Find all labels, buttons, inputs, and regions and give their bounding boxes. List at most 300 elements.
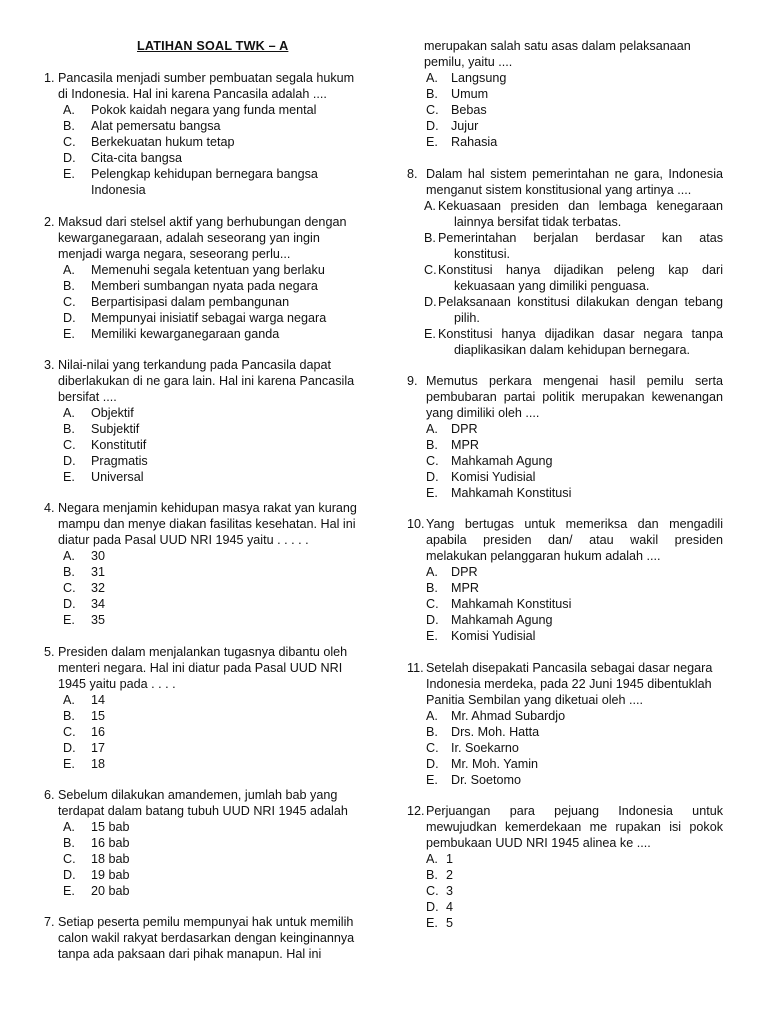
option-text [91,580,360,596]
option-text-line: Memberi sumbangan nyata pada negara [91,279,318,293]
option-text-line: Umum [451,87,489,101]
answer-option[interactable] [44,867,360,883]
option-text [91,453,360,469]
option-letter: A. [426,565,438,579]
question-text [426,803,723,851]
option-text-line: 31 [91,565,106,579]
question-text-line: Memutus perkara mengenai hasil pemilu serta [426,374,723,388]
option-text [451,708,723,724]
question-text-line: calon wakil rakyat berdasarkan dengan keinginannya [58,931,355,945]
question-text-line: Perjuangan para pejuang Indonesia untuk [426,804,723,818]
answer-option[interactable] [407,756,723,772]
answer-option[interactable] [407,628,723,644]
option-letter: A. [63,820,75,834]
option-letter: B. [63,279,75,293]
question-stem [44,500,360,548]
question [44,214,360,342]
option-text [91,118,360,134]
answer-option[interactable] [44,118,360,134]
option-text-line: DPR [451,422,478,436]
question-text [426,373,723,421]
question-text [426,516,723,564]
option-text [438,262,723,294]
answer-option[interactable] [407,485,723,501]
answer-option[interactable] [407,118,723,134]
option-text [91,708,360,724]
option-letter: D. [426,119,439,133]
option-text [438,294,723,326]
option-letter: D. [63,597,76,611]
option-letter: D. [424,295,437,309]
answer-option[interactable] [44,134,360,150]
option-letter: D. [63,311,76,325]
answer-option[interactable] [407,612,723,628]
question-text-line: Sebelum dilakukan amandemen, jumlah bab yang [58,788,338,802]
option-letter: A. [426,422,438,436]
answer-option[interactable] [407,883,723,899]
question-number: 8. [407,167,418,181]
option-letter: E. [63,884,75,898]
option-letter: E. [63,470,75,484]
option-text [91,756,360,772]
question-stem [407,38,723,70]
option-text [451,724,723,740]
option-letter: B. [63,565,75,579]
answer-option[interactable] [407,294,723,326]
option-letter: A. [426,852,438,866]
option-text [91,819,360,835]
option-text [91,134,360,150]
option-text-line: 15 [91,709,106,723]
question-text [58,70,360,102]
option-text-line: 30 [91,549,106,563]
option-letter: D. [426,757,439,771]
option-text [91,150,360,166]
answer-option[interactable] [44,294,360,310]
option-letter: A. [63,103,75,117]
option-letter: E. [63,167,75,181]
question-text [58,357,360,405]
answer-option[interactable] [407,772,723,788]
question [44,500,360,628]
answer-option[interactable] [44,612,360,628]
option-text-line: 18 [91,757,106,771]
option-text-line: Mr. Moh. Yamin [451,757,539,771]
question-number: 12. [407,804,425,818]
question-text-line: Maksud dari stelsel aktif yang berhubungan dengan [58,215,347,229]
option-letter: E. [424,327,436,341]
option-text-line: Memenuhi segala ketentuan yang berlaku [91,263,325,277]
option-letter: A. [63,406,75,420]
option-text-line: Mempunyai inisiatif sebagai warga negara [91,311,327,325]
answer-option[interactable] [407,453,723,469]
option-text-line: Komisi Yudisial [451,470,536,484]
question-stem [44,357,360,405]
question-text [58,214,360,262]
question-text-line: Setelah disepakati Pancasila sebagai dasar negara [426,661,713,675]
option-text [451,612,723,628]
option-text-line: Indonesia [91,183,146,197]
option-text-line: 15 bab [91,820,130,834]
option-text-line: Konstitusi hanya dijadikan dasar negara tanpa [438,327,723,341]
answer-option[interactable] [44,756,360,772]
question [407,373,723,501]
answer-option[interactable] [407,102,723,118]
answer-option[interactable] [407,262,723,294]
option-text-line: 5 [446,916,454,930]
question-text-line: diberlakukan di ne gara lain. Hal ini karena Pancasila [58,374,355,388]
option-text-line: 34 [91,597,106,611]
question-number [407,38,424,70]
answer-option[interactable] [44,310,360,326]
question-stem [407,516,723,564]
question-text-line: Presiden dalam menjalankan tugasnya dibantu oleh [58,645,348,659]
question-text-line: pemilu, yaitu .... [424,55,513,69]
answer-option[interactable] [407,198,723,230]
option-text-line: Kekuasaan presiden dan lembaga kenegaraan [438,199,723,213]
option-text [91,596,360,612]
option-text-line: 14 [91,693,106,707]
answer-option[interactable] [407,708,723,724]
option-text [446,851,723,867]
answer-option[interactable] [44,262,360,278]
question-number: 2. [44,215,55,229]
question-text-line: merupakan salah satu asas dalam pelaksanaan [424,39,691,53]
option-letter: D. [426,470,439,484]
option-letter: C. [426,103,439,117]
option-text [91,166,360,198]
option-text [91,851,360,867]
answer-option[interactable] [407,86,723,102]
option-letter: C. [63,852,76,866]
question-text [426,660,723,708]
answer-option[interactable] [44,102,360,118]
answer-option[interactable] [407,326,723,358]
option-text-line: Konstitusi hanya dijadikan peleng kap dari [438,263,723,277]
option-text-line: Mahkamah Agung [451,454,553,468]
question-stem [44,787,360,819]
option-text-line: MPR [451,438,479,452]
question-text-line: di Indonesia. Hal ini karena Pancasila adalah .... [58,87,327,101]
option-text-line: Komisi Yudisial [451,629,536,643]
option-letter: C. [426,597,439,611]
question-stem [44,214,360,262]
question-text-line: melakukan pelanggaran hukum adalah .... [426,549,661,563]
question-text-line: yang dimiliki oleh .... [426,406,540,420]
answer-option[interactable] [44,740,360,756]
answer-option[interactable] [407,915,723,931]
question-text-line: Panitia Sembilan yang diketuai oleh .... [426,693,644,707]
option-text-line: Langsung [451,71,507,85]
option-text [91,867,360,883]
option-text [451,772,723,788]
option-text-line: Pelengkap kehidupan bernegara bangsa [91,167,318,181]
option-text-line: Jujur [451,119,479,133]
answer-option[interactable] [407,867,723,883]
question-text-line: menganut sistem konstitusional yang artinya .... [426,183,692,197]
option-letter: B. [63,836,75,850]
question [44,787,360,899]
question-stem [407,803,723,851]
option-letter: D. [63,741,76,755]
option-letter: A. [63,263,75,277]
option-text [446,915,723,931]
answer-option[interactable] [407,580,723,596]
option-letter: B. [63,422,75,436]
option-text [91,835,360,851]
option-text-line: Konstitutif [91,438,147,452]
option-text-line: 35 [91,613,106,627]
option-text-line: 20 bab [91,884,130,898]
answer-option[interactable] [407,740,723,756]
answer-option[interactable] [44,278,360,294]
option-text [91,564,360,580]
question-text-line: Pancasila menjadi sumber pembuatan segala hukum [58,71,355,85]
option-text [91,262,360,278]
option-letter: D. [426,900,439,914]
option-letter: A. [63,549,75,563]
option-text-line: Pragmatis [91,454,148,468]
option-letter: C. [424,263,437,277]
question [407,38,723,150]
option-letter: B. [426,581,438,595]
option-text [451,628,723,644]
option-text [91,294,360,310]
option-text [451,740,723,756]
question-text-line: Negara menjamin kehidupan masya rakat yan kurang [58,501,357,515]
option-text [91,405,360,421]
option-text-line: 2 [446,868,454,882]
question-number: 9. [407,374,418,388]
option-letter: E. [63,327,75,341]
option-text-line: 16 [91,725,106,739]
option-letter: C. [426,741,439,755]
answer-option[interactable] [44,166,360,198]
answer-option[interactable] [44,819,360,835]
question-stem [407,373,723,421]
option-text [91,612,360,628]
option-text [91,437,360,453]
option-text [451,453,723,469]
answer-option[interactable] [44,437,360,453]
question [407,516,723,644]
option-letter: D. [426,613,439,627]
option-letter: D. [63,151,76,165]
answer-option[interactable] [407,899,723,915]
question-text-line: pembubaran partai politik merupakan kewenangan [426,390,723,404]
option-text [446,899,723,915]
option-text-line: 3 [446,884,454,898]
question [44,644,360,772]
question-text-line: diatur pada Pasal UUD NRI 1945 yaitu . . . . . [58,533,309,547]
answer-option[interactable] [44,724,360,740]
option-text-line: Berkekuatan hukum tetap [91,135,235,149]
option-text [91,740,360,756]
question-text-line: Dalam hal sistem pemerintahan ne gara, Indonesia [426,167,723,181]
question-text [58,500,360,548]
option-text-line: konstitusi. [454,247,510,261]
question-number: 1. [44,71,55,85]
option-text [446,867,723,883]
answer-option[interactable] [407,596,723,612]
option-text [451,134,723,150]
option-text [451,102,723,118]
answer-option[interactable] [44,851,360,867]
option-letter: E. [426,773,438,787]
option-text-line: Mr. Ahmad Subardjo [451,709,566,723]
option-letter: A. [426,71,438,85]
question [44,914,360,962]
option-text-line: 4 [446,900,454,914]
option-letter: C. [426,884,439,898]
answer-option[interactable] [44,835,360,851]
answer-option[interactable] [407,469,723,485]
question-text-line: Indonesia merdeka, pada 22 Juni 1945 dibentuklah [426,677,712,691]
option-text [451,70,723,86]
answer-option[interactable] [407,724,723,740]
option-text [451,86,723,102]
question-stem [44,70,360,102]
option-text [451,118,723,134]
option-text [451,756,723,772]
option-text [438,230,723,262]
option-text [91,724,360,740]
question-text-line: Setiap peserta pemilu mempunyai hak untuk memilih [58,915,354,929]
option-text [451,421,723,437]
option-text-line: Memiliki kewarganegaraan ganda [91,327,280,341]
option-letter: D. [63,868,76,882]
option-text-line: 32 [91,581,106,595]
option-text [91,278,360,294]
answer-option[interactable] [44,548,360,564]
question-stem [407,660,723,708]
option-letter: E. [426,486,438,500]
question-text [58,787,360,819]
answer-option[interactable] [44,469,360,485]
question-number: 11. [407,661,424,675]
option-text [91,326,360,342]
option-text [438,326,723,358]
answer-option[interactable] [44,150,360,166]
question [44,70,360,198]
option-text-line: Cita-cita bangsa [91,151,183,165]
question-text-line: Yang bertugas untuk memeriksa dan mengadili [426,517,723,531]
answer-option[interactable] [407,851,723,867]
option-text [91,548,360,564]
option-letter: E. [426,916,438,930]
answer-option[interactable] [407,134,723,150]
option-text-line: 16 bab [91,836,130,850]
question [407,166,723,358]
question [407,660,723,788]
answer-option[interactable] [407,564,723,580]
option-text-line: Mahkamah Konstitusi [451,597,572,611]
option-text-line: 19 bab [91,868,130,882]
option-letter: B. [63,709,75,723]
answer-option[interactable] [407,421,723,437]
answer-option[interactable] [44,708,360,724]
answer-option[interactable] [44,453,360,469]
option-text [451,469,723,485]
option-text [451,580,723,596]
option-letter: D. [63,454,76,468]
question-text-line: mewujudkan kemerdekaan me rupakan isi pokok [426,820,723,834]
option-text [451,485,723,501]
option-text-line: Drs. Moh. Hatta [451,725,540,739]
question-text [58,914,360,962]
question-text-line: menteri negara. Hal ini diatur pada Pasal UUD NRI [58,661,343,675]
option-text-line: diaplikasikan dalam kehidupan bernegara. [454,343,690,357]
answer-option[interactable] [44,580,360,596]
question-number: 5. [44,645,55,659]
answer-option[interactable] [44,405,360,421]
page-title: LATIHAN SOAL TWK – A [137,39,289,53]
option-text [446,883,723,899]
question-number: 4. [44,501,55,515]
question-text-line: 1945 yaitu pada . . . . [58,677,176,691]
answer-option[interactable] [44,883,360,899]
question-stem [44,644,360,692]
option-letter: B. [426,725,438,739]
question-text [58,644,360,692]
answer-option[interactable] [44,564,360,580]
option-text-line: 1 [446,852,454,866]
option-text [91,421,360,437]
question-number: 10. [407,517,425,531]
answer-option[interactable] [44,692,360,708]
option-text [91,692,360,708]
option-letter: C. [63,581,76,595]
option-letter: A. [63,693,75,707]
answer-option[interactable] [407,437,723,453]
question [407,803,723,931]
option-text-line: 17 [91,741,106,755]
question-stem [407,166,723,198]
option-letter: E. [63,613,75,627]
answer-option[interactable] [407,70,723,86]
option-letter: B. [63,119,75,133]
option-letter: E. [63,757,75,771]
option-text [91,310,360,326]
option-letter: B. [426,87,438,101]
option-letter: B. [424,231,436,245]
option-text-line: Alat pemersatu bangsa [91,119,221,133]
option-text [91,883,360,899]
option-text-line: DPR [451,565,478,579]
option-text-line: Bebas [451,103,487,117]
question-text-line: terdapat dalam batang tubuh UUD NRI 1945 adalah [58,804,348,818]
option-text [451,596,723,612]
question-number: 6. [44,788,55,802]
option-text-line: kekuasaan yang dimiliki penguasa. [454,279,650,293]
option-text-line: pilih. [454,311,480,325]
answer-option[interactable] [44,326,360,342]
answer-option[interactable] [44,421,360,437]
question-text-line: bersifat .... [58,390,117,404]
option-letter: E. [426,629,438,643]
answer-option[interactable] [407,230,723,262]
option-text-line: Subjektif [91,422,140,436]
option-text [451,564,723,580]
question-text [424,38,723,70]
option-letter: A. [424,199,436,213]
option-text [91,102,360,118]
option-text [91,469,360,485]
option-text-line: Ir. Soekarno [451,741,519,755]
question-text-line: pembukaan UUD NRI 1945 alinea ke .... [426,836,651,850]
answer-option[interactable] [44,596,360,612]
question-text-line: mampu dan menye diakan fasilitas kesehatan. Hal ini [58,517,356,531]
